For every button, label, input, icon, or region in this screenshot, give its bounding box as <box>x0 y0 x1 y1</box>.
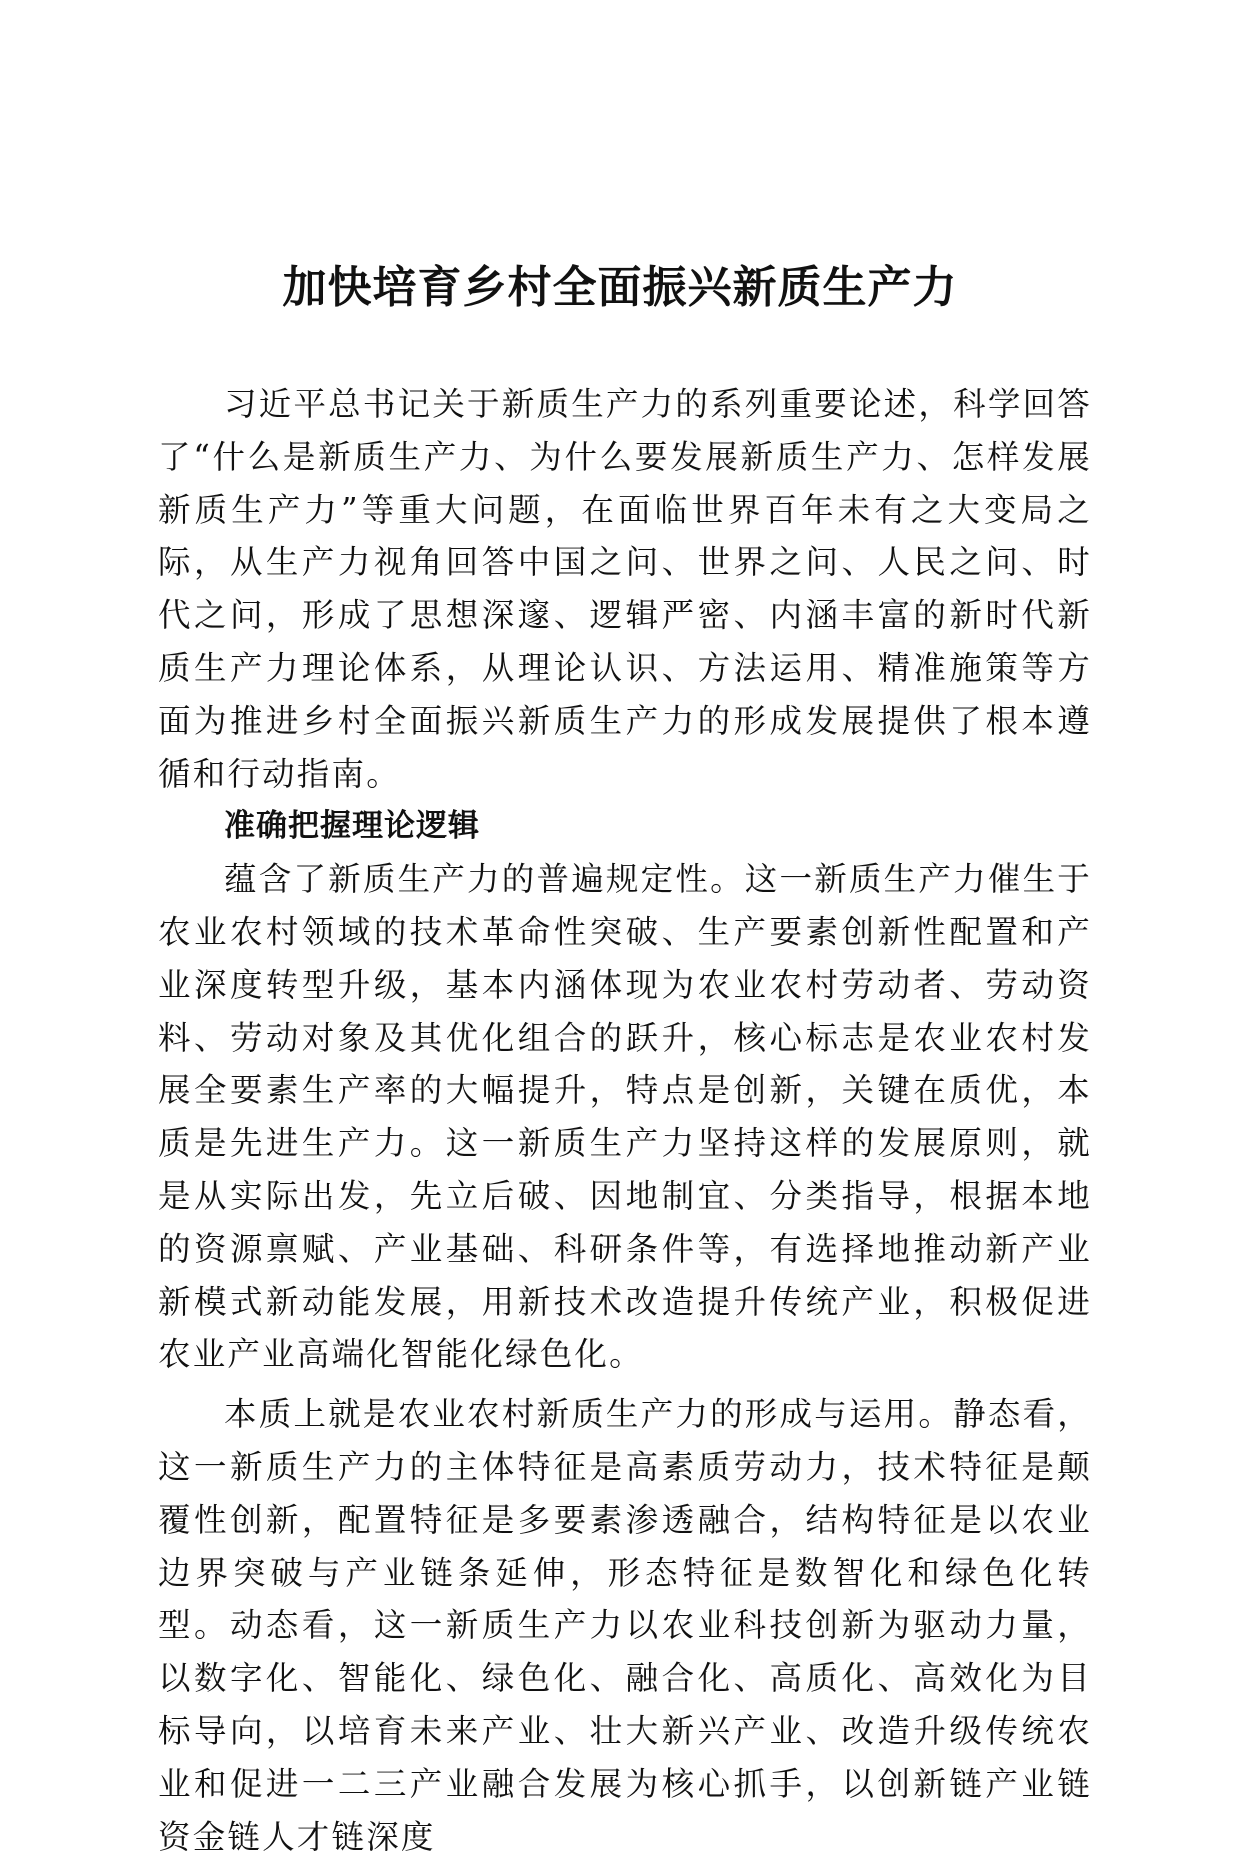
intro-paragraph: 习近平总书记关于新质生产力的系列重要论述，科学回答了“什么是新质生产力、为什么要发展新质生产力、怎样发展新质生产力”等重大问题，在面临世界百年未有之大变局之际，从生产力视角回答中国之问、世界之问、人民之问、时代之问，形成了思想深邃、逻辑严密、内涵丰富的新时代新质生产力理论体系，从理论认识、方法运用、精准施策等方面为推进乡村全面振兴新质生产力的形成发展提供了根本遵循和行动指南。 <box>158 385 1092 793</box>
document-body <box>158 378 1092 1863</box>
section-paragraph-2: 本质上就是农业农村新质生产力的形成与运用。静态看，这一新质生产力的主体特征是高素质劳动力，技术特征是颠覆性创新，配置特征是多要素渗透融合，结构特征是以农业边界突破与产业链条延伸，形态特征是数智化和绿色化转型。动态看，这一新质生产力以农业科技创新为驱动力量，以数字化、智能化、绿色化、融合化、高质化、高效化为目标导向，以培育未来产业、壮大新兴产业、改造升级传统农业和促进一二三产业融合发展为核心抓手，以创新链产业链资金链人才链深度 <box>158 1395 1092 1856</box>
section-paragraph-1: 蕴含了新质生产力的普遍规定性。这一新质生产力催生于农业农村领域的技术革命性突破、生产要素创新性配置和产业深度转型升级，基本内涵体现为农业农村劳动者、劳动资料、劳动对象及其优化组合的跃升，核心标志是农业农村发展全要素生产率的大幅提升，特点是创新，关键在质优，本质是先进生产力。这一新质生产力坚持这样的发展原则，就是从实际出发，先立后破、因地制宜、分类指导，根据本地的资源禀赋、产业基础、科研条件等，有选择地推动新产业新模式新动能发展，用新技术改造提升传统产业，积极促进农业产业高端化智能化绿色化。 <box>158 860 1092 1374</box>
paragraph-gap <box>158 1381 1092 1388</box>
document-title: 加快培育乡村全面振兴新质生产力 <box>282 262 958 313</box>
section-heading: 准确把握理论逻辑 <box>224 808 480 845</box>
